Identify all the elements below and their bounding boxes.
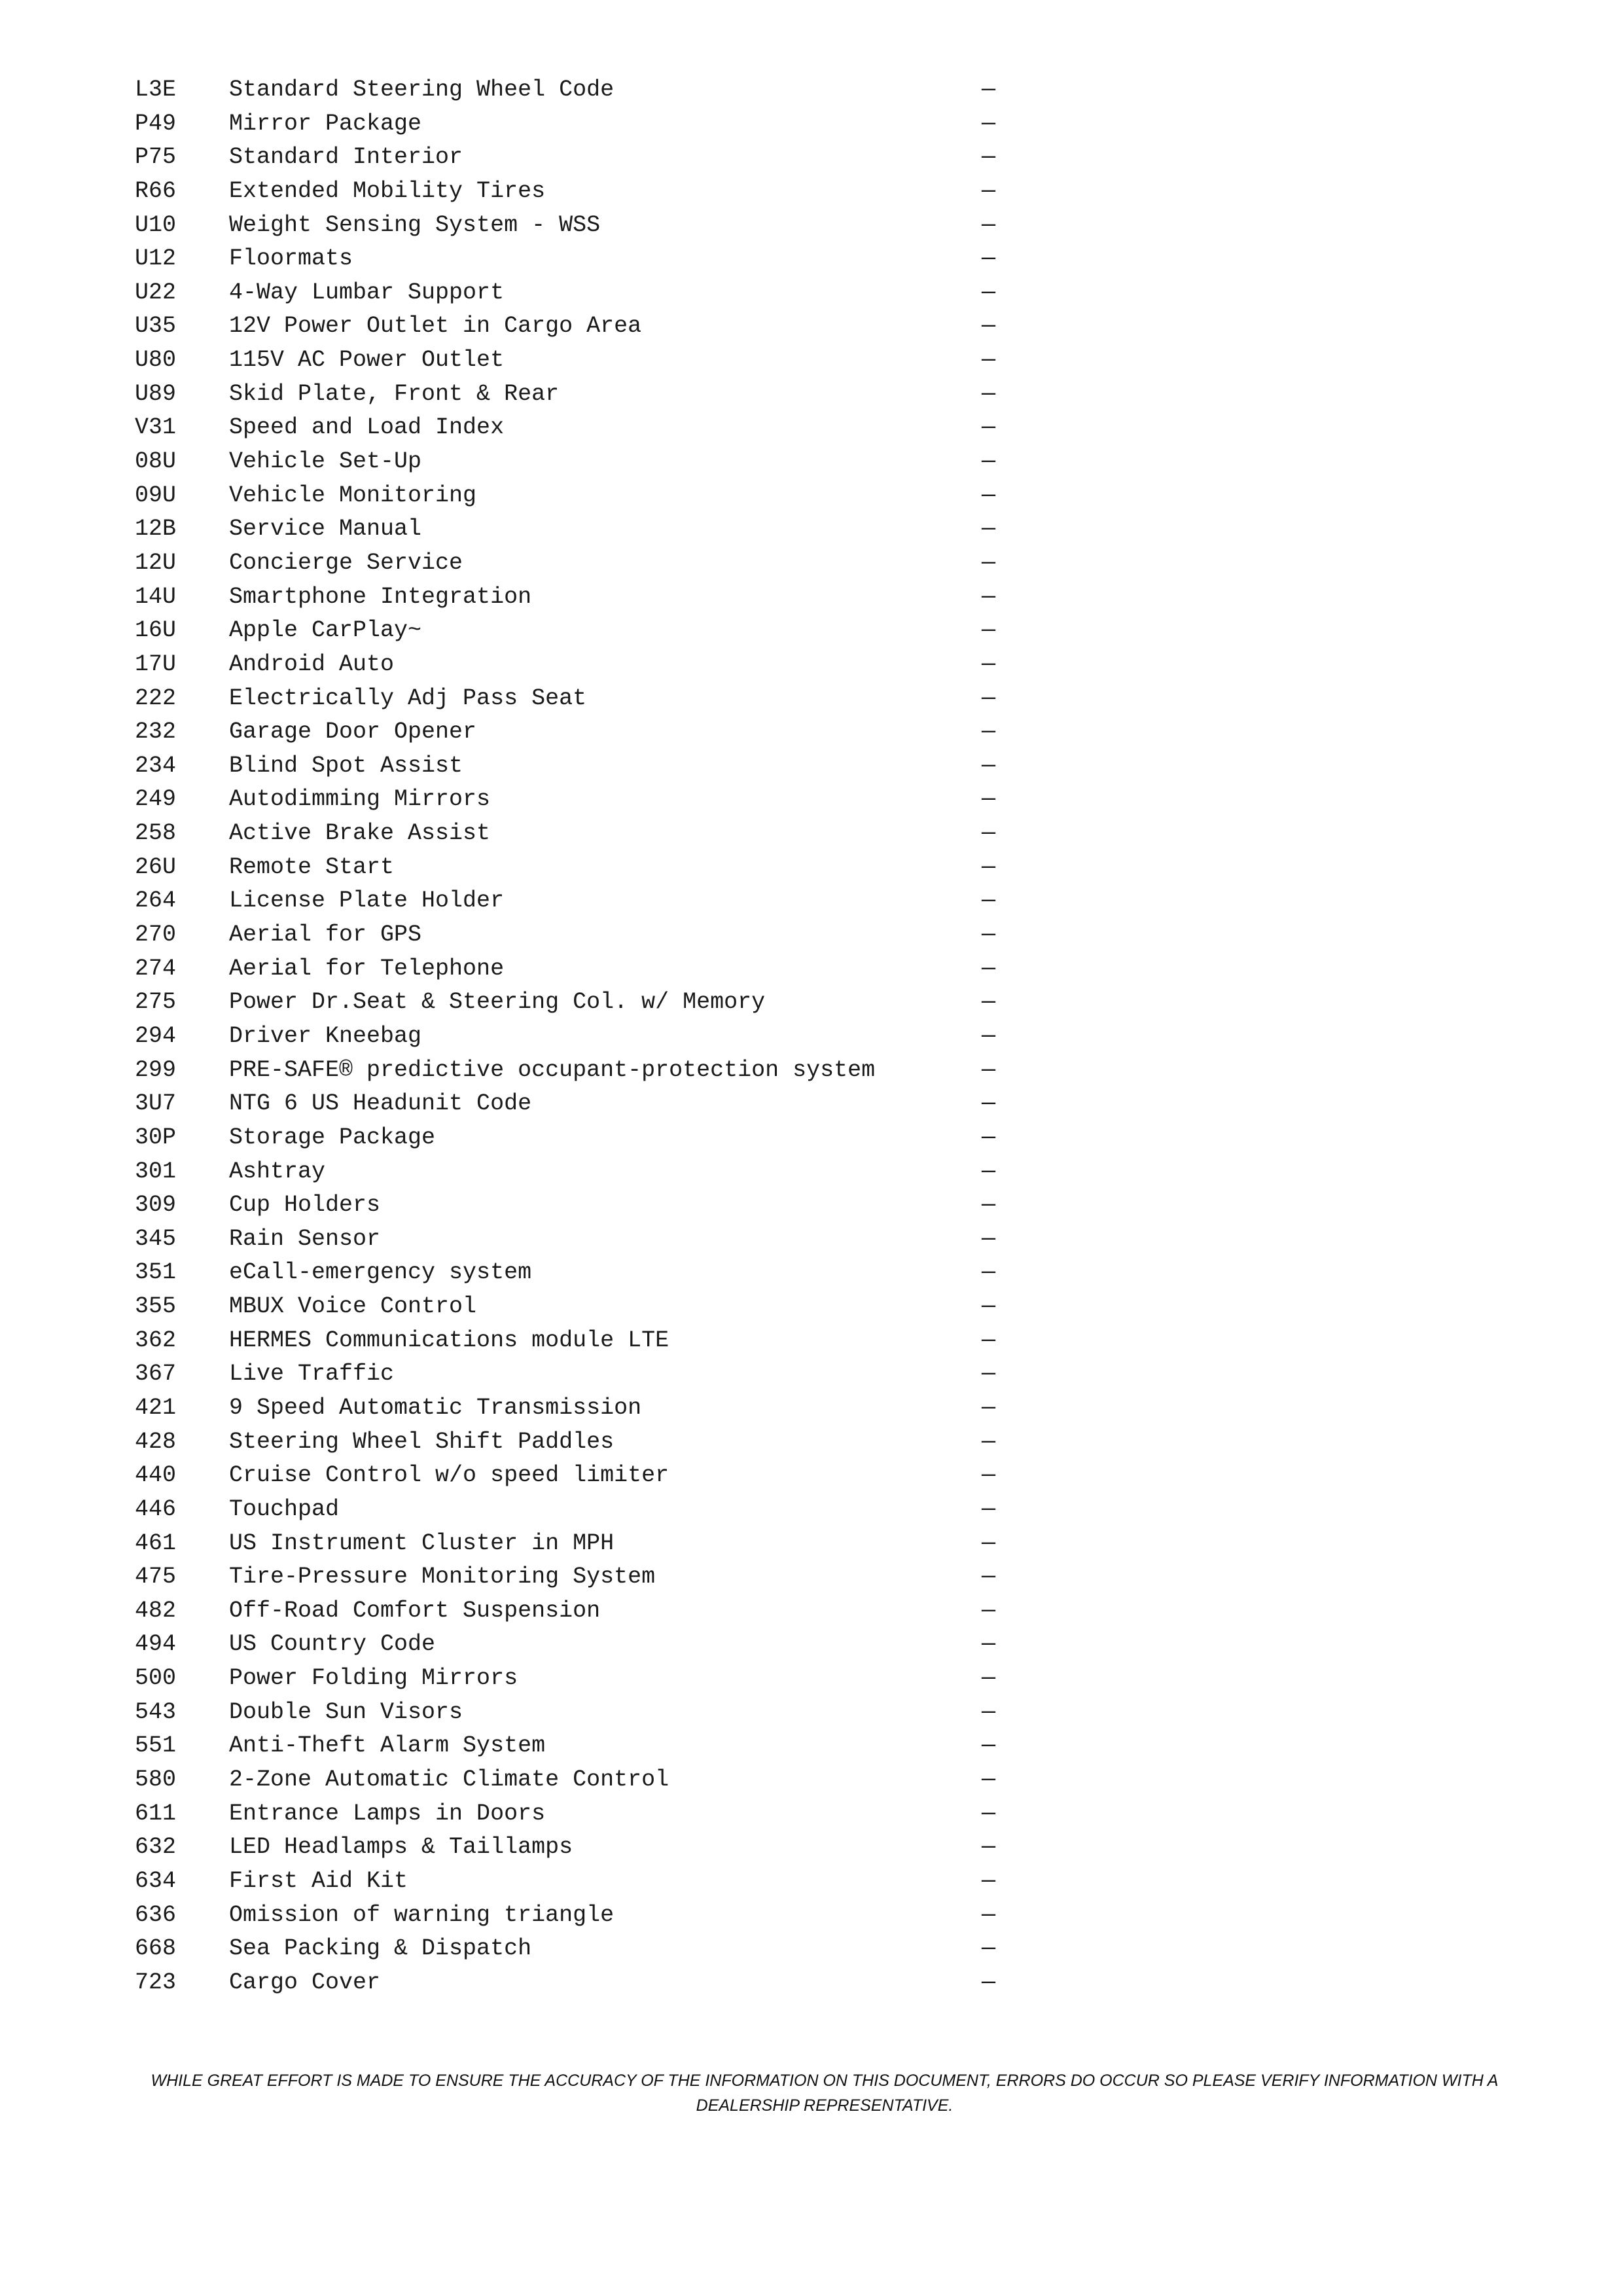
option-row: [135, 1628, 999, 1662]
option-description: Weight Sensing System - WSS: [229, 211, 601, 238]
option-code: V31: [135, 414, 177, 441]
option-row: [135, 648, 999, 682]
option-description: Driver Kneebag: [229, 1022, 422, 1049]
option-price: —: [982, 1225, 996, 1252]
option-price: —: [982, 516, 996, 543]
option-code: 264: [135, 888, 177, 914]
option-row: [135, 1121, 999, 1155]
option-price: —: [982, 1767, 996, 1793]
option-price: —: [982, 922, 996, 948]
option-row: [135, 1459, 999, 1493]
option-description: Touchpad: [229, 1496, 340, 1522]
option-code: 26U: [135, 853, 177, 880]
option-description: Cruise Control w/o speed limiter: [229, 1462, 669, 1489]
option-price: —: [982, 685, 996, 711]
option-row: [135, 884, 999, 918]
option-row: [135, 1054, 999, 1088]
option-row: [135, 1087, 999, 1121]
option-code: 723: [135, 1969, 177, 1996]
option-row: [135, 1426, 999, 1460]
option-code: 258: [135, 820, 177, 847]
disclaimer: [144, 2068, 1505, 2118]
option-price: —: [982, 1935, 996, 1962]
option-code: 270: [135, 922, 177, 948]
option-code: 09U: [135, 482, 177, 509]
option-code: 367: [135, 1361, 177, 1388]
option-description: Skid Plate, Front & Rear: [229, 380, 560, 407]
option-row: [135, 986, 999, 1020]
option-description: Remote Start: [229, 853, 395, 880]
option-row: [135, 1189, 999, 1223]
option-code: 274: [135, 955, 177, 982]
option-description: 2-Zone Automatic Climate Control: [229, 1767, 669, 1793]
option-row: [135, 310, 999, 344]
option-price: —: [982, 1327, 996, 1354]
option-code: 421: [135, 1394, 177, 1421]
option-code: U80: [135, 347, 177, 374]
option-description: Aerial for GPS: [229, 922, 422, 948]
option-price: —: [982, 1597, 996, 1624]
option-price: —: [982, 414, 996, 441]
option-price: —: [982, 989, 996, 1016]
option-description: Apple CarPlay~: [229, 617, 422, 644]
option-code: 634: [135, 1867, 177, 1894]
option-row: [135, 175, 999, 209]
option-description: Tire-Pressure Monitoring System: [229, 1564, 656, 1590]
option-price: —: [982, 1564, 996, 1590]
option-description: License Plate Holder: [229, 888, 505, 914]
option-code: U12: [135, 245, 177, 272]
option-price: —: [982, 549, 996, 576]
option-description: MBUX Voice Control: [229, 1293, 477, 1320]
option-row: [135, 682, 999, 716]
option-code: P49: [135, 110, 177, 137]
option-row: [135, 1357, 999, 1391]
option-code: P75: [135, 144, 177, 171]
option-description: Omission of warning triangle: [229, 1901, 615, 1928]
option-row: [135, 1391, 999, 1426]
option-price: —: [982, 651, 996, 677]
option-row: [135, 1662, 999, 1696]
option-price: —: [982, 1665, 996, 1692]
option-price: —: [982, 380, 996, 407]
option-code: 351: [135, 1259, 177, 1286]
option-row: [135, 242, 999, 276]
option-code: 362: [135, 1327, 177, 1354]
option-description: Power Folding Mirrors: [229, 1665, 518, 1692]
option-price: —: [982, 853, 996, 880]
option-row: [135, 952, 999, 986]
option-price: —: [982, 1496, 996, 1522]
option-description: Blind Spot Assist: [229, 752, 463, 779]
option-code: 16U: [135, 617, 177, 644]
option-description: Garage Door Opener: [229, 719, 477, 745]
option-price: —: [982, 1022, 996, 1049]
option-price: —: [982, 279, 996, 306]
option-description: Storage Package: [229, 1124, 436, 1151]
option-row: [135, 614, 999, 648]
option-price: —: [982, 1800, 996, 1827]
option-code: 543: [135, 1698, 177, 1725]
option-price: —: [982, 617, 996, 644]
option-price: —: [982, 1090, 996, 1117]
option-price: —: [982, 347, 996, 374]
option-code: 275: [135, 989, 177, 1016]
option-price: —: [982, 313, 996, 340]
option-description: 4-Way Lumbar Support: [229, 279, 505, 306]
option-description: Extended Mobility Tires: [229, 177, 546, 204]
option-price: —: [982, 1969, 996, 1996]
option-code: 668: [135, 1935, 177, 1962]
option-description: Standard Interior: [229, 144, 463, 171]
option-row: [135, 749, 999, 783]
option-code: 294: [135, 1022, 177, 1049]
option-description: Electrically Adj Pass Seat: [229, 685, 587, 711]
option-row: [135, 1763, 999, 1797]
option-description: 9 Speed Automatic Transmission: [229, 1394, 642, 1421]
option-row: [135, 1899, 999, 1933]
option-code: 301: [135, 1158, 177, 1185]
option-row: [135, 411, 999, 445]
option-row: [135, 107, 999, 141]
option-code: 632: [135, 1834, 177, 1861]
option-description: Steering Wheel Shift Paddles: [229, 1428, 615, 1455]
option-row: [135, 1560, 999, 1594]
option-price: —: [982, 482, 996, 509]
option-row: [135, 1223, 999, 1257]
option-code: R66: [135, 177, 177, 204]
option-code: 611: [135, 1800, 177, 1827]
option-code: 494: [135, 1631, 177, 1658]
option-row: [135, 1493, 999, 1527]
option-row: [135, 209, 999, 243]
option-code: 475: [135, 1564, 177, 1590]
option-description: Smartphone Integration: [229, 583, 532, 610]
disclaimer-line: WHILE GREAT EFFORT IS MADE TO ENSURE THE ACCURACY OF THE INFORMATION ON THIS DOCUMENT, ERRORS DO OCCUR SO PLEASE VERIFY INFORMATION WITH A: [151, 2072, 1499, 2090]
option-price: —: [982, 820, 996, 847]
option-price: —: [982, 1394, 996, 1421]
option-price: —: [982, 955, 996, 982]
option-row: [135, 276, 999, 310]
option-price: —: [982, 1293, 996, 1320]
option-row: [135, 1594, 999, 1628]
option-row: [135, 851, 999, 885]
option-row: [135, 344, 999, 378]
option-description: 115V AC Power Outlet: [229, 347, 505, 374]
option-code: 446: [135, 1496, 177, 1522]
option-code: U89: [135, 380, 177, 407]
option-row: [135, 1932, 999, 1966]
option-price: —: [982, 1698, 996, 1725]
option-row: [135, 1729, 999, 1763]
option-price: —: [982, 786, 996, 813]
option-description: Autodimming Mirrors: [229, 786, 491, 813]
option-row: [135, 1324, 999, 1358]
option-row: [135, 1020, 999, 1054]
option-description: Standard Steering Wheel Code: [229, 77, 615, 103]
option-price: —: [982, 448, 996, 475]
option-price: —: [982, 1462, 996, 1489]
option-description: Vehicle Set-Up: [229, 448, 422, 475]
option-description: First Aid Kit: [229, 1867, 408, 1894]
option-price: —: [982, 110, 996, 137]
option-code: 30P: [135, 1124, 177, 1151]
option-price: —: [982, 144, 996, 171]
option-row: [135, 479, 999, 513]
option-description: Cargo Cover: [229, 1969, 381, 1996]
option-price: —: [982, 177, 996, 204]
option-description: Concierge Service: [229, 549, 463, 576]
option-code: 14U: [135, 583, 177, 610]
option-description: US Instrument Cluster in MPH: [229, 1530, 615, 1556]
option-description: Power Dr.Seat & Steering Col. w/ Memory: [229, 989, 766, 1016]
option-price: —: [982, 1259, 996, 1286]
option-row: [135, 581, 999, 615]
option-price: —: [982, 1834, 996, 1861]
option-row: [135, 1865, 999, 1899]
option-price: —: [982, 1192, 996, 1219]
option-description: Ashtray: [229, 1158, 326, 1185]
option-price: —: [982, 1631, 996, 1658]
option-code: 482: [135, 1597, 177, 1624]
option-description: PRE-SAFE® predictive occupant-protection system: [229, 1056, 876, 1083]
option-row: [135, 547, 999, 581]
option-description: Cup Holders: [229, 1192, 381, 1219]
option-description: Rain Sensor: [229, 1225, 381, 1252]
option-code: 299: [135, 1056, 177, 1083]
option-price: —: [982, 1530, 996, 1556]
option-row: [135, 1966, 999, 2000]
option-description: eCall-emergency system: [229, 1259, 532, 1286]
option-description: Mirror Package: [229, 110, 422, 137]
option-description: Speed and Load Index: [229, 414, 505, 441]
option-description: Sea Packing & Dispatch: [229, 1935, 532, 1962]
option-price: —: [982, 752, 996, 779]
option-row: [135, 1256, 999, 1290]
option-code: 440: [135, 1462, 177, 1489]
option-description: 12V Power Outlet in Cargo Area: [229, 313, 642, 340]
option-description: HERMES Communications module LTE: [229, 1327, 669, 1354]
option-description: NTG 6 US Headunit Code: [229, 1090, 532, 1117]
option-description: Off-Road Comfort Suspension: [229, 1597, 601, 1624]
option-row: [135, 378, 999, 412]
option-code: 355: [135, 1293, 177, 1320]
option-code: 08U: [135, 448, 177, 475]
option-code: 580: [135, 1767, 177, 1793]
option-description: Anti-Theft Alarm System: [229, 1732, 546, 1759]
option-price: —: [982, 583, 996, 610]
option-row: [135, 783, 999, 817]
option-code: 17U: [135, 651, 177, 677]
option-price: —: [982, 719, 996, 745]
option-row: [135, 715, 999, 749]
option-price: —: [982, 1124, 996, 1151]
option-price: —: [982, 211, 996, 238]
option-description: Service Manual: [229, 516, 422, 543]
options-list: [135, 73, 999, 2000]
option-price: —: [982, 1732, 996, 1759]
option-price: —: [982, 1901, 996, 1928]
option-code: 249: [135, 786, 177, 813]
option-code: L3E: [135, 77, 177, 103]
option-description: Vehicle Monitoring: [229, 482, 477, 509]
option-code: 12U: [135, 549, 177, 576]
option-code: 309: [135, 1192, 177, 1219]
option-price: —: [982, 1158, 996, 1185]
option-price: —: [982, 245, 996, 272]
option-description: Aerial for Telephone: [229, 955, 505, 982]
option-code: 551: [135, 1732, 177, 1759]
option-row: [135, 1797, 999, 1831]
option-code: U10: [135, 211, 177, 238]
option-price: —: [982, 1428, 996, 1455]
option-code: 3U7: [135, 1090, 177, 1117]
option-row: [135, 141, 999, 175]
option-code: 461: [135, 1530, 177, 1556]
option-description: Android Auto: [229, 651, 395, 677]
option-row: [135, 817, 999, 851]
option-price: —: [982, 1056, 996, 1083]
option-code: 500: [135, 1665, 177, 1692]
option-description: US Country Code: [229, 1631, 436, 1658]
option-description: Floormats: [229, 245, 353, 272]
option-row: [135, 445, 999, 479]
option-code: 222: [135, 685, 177, 711]
option-row: [135, 73, 999, 107]
option-code: 234: [135, 752, 177, 779]
option-description: Live Traffic: [229, 1361, 395, 1388]
option-code: U35: [135, 313, 177, 340]
option-row: [135, 1831, 999, 1865]
option-code: 428: [135, 1428, 177, 1455]
option-price: —: [982, 1867, 996, 1894]
option-row: [135, 512, 999, 547]
option-code: 12B: [135, 516, 177, 543]
option-row: [135, 918, 999, 952]
disclaimer-line: DEALERSHIP REPRESENTATIVE.: [696, 2096, 954, 2115]
option-description: LED Headlamps & Taillamps: [229, 1834, 573, 1861]
option-price: —: [982, 888, 996, 914]
option-price: —: [982, 77, 996, 103]
option-code: U22: [135, 279, 177, 306]
option-code: 232: [135, 719, 177, 745]
option-row: [135, 1527, 999, 1561]
option-price: —: [982, 1361, 996, 1388]
option-code: 345: [135, 1225, 177, 1252]
option-code: 636: [135, 1901, 177, 1928]
option-row: [135, 1696, 999, 1730]
option-description: Double Sun Visors: [229, 1698, 463, 1725]
option-row: [135, 1155, 999, 1189]
option-description: Active Brake Assist: [229, 820, 491, 847]
option-row: [135, 1290, 999, 1324]
option-description: Entrance Lamps in Doors: [229, 1800, 546, 1827]
